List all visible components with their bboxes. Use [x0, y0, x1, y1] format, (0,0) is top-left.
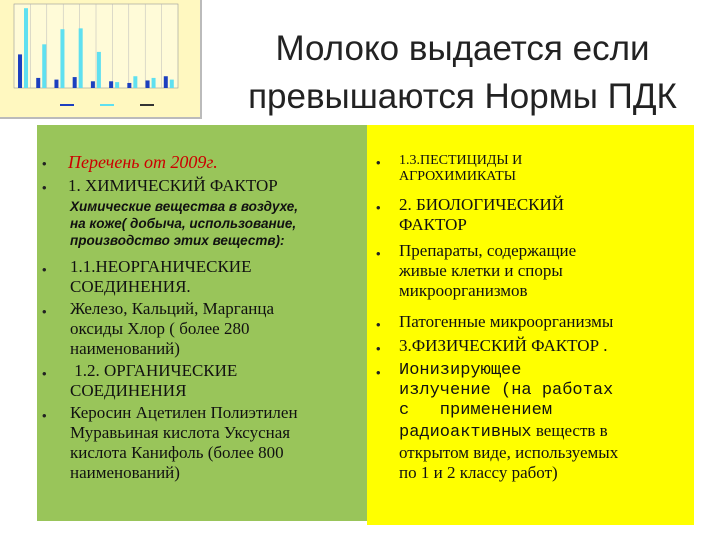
legend-swatch	[140, 104, 154, 106]
list-item-line: Патогенные микроорганизмы	[399, 312, 614, 331]
chart-bar	[115, 82, 119, 88]
list-item-line: оксиды Хлор ( более 280	[70, 319, 250, 338]
list-item	[70, 257, 251, 297]
list-item-line: Ионизирующее	[399, 361, 522, 380]
list-item-line: АГРОХИМИКАТЫ	[399, 169, 516, 184]
bullet: •	[42, 262, 47, 277]
list-item-line: Химические вещества в воздухе,	[70, 199, 299, 214]
list-item-line: 1.1.НЕОРГАНИЧЕСКИЕ	[70, 257, 252, 276]
chart-bar	[152, 78, 156, 88]
list-item-line: живые клетки и споры	[399, 261, 563, 280]
list-item-line: СОЕДИНЕНИЯ.	[70, 277, 191, 296]
bullet: •	[376, 200, 381, 215]
bullet: •	[42, 408, 47, 423]
list-item-line: излучение (на работах	[399, 381, 614, 400]
bullet: •	[42, 366, 47, 381]
list-item-line: 3.ФИЗИЧЕСКИЙ ФАКТОР .	[399, 336, 608, 355]
chart-bar	[164, 76, 168, 88]
chart-bar	[18, 54, 22, 88]
list-item-line: с применением	[399, 401, 553, 420]
list-item-line: 1.3.ПЕСТИЦИДЫ И	[399, 153, 523, 168]
bullet: •	[42, 156, 47, 171]
bullet: •	[42, 180, 47, 195]
list-item-line: Керосин Ацетилен Полиэтилен	[70, 403, 298, 422]
list-item-line: наименований)	[70, 339, 180, 358]
chart-bar	[36, 78, 40, 88]
chart-bar	[146, 80, 150, 88]
bullet: •	[376, 365, 381, 380]
list-item	[70, 361, 237, 401]
chart-bar	[42, 44, 46, 88]
chart-bar	[79, 28, 83, 88]
bullet: •	[376, 341, 381, 356]
list-item-line: кислота Канифоль (более 800	[70, 443, 284, 462]
list-item	[68, 176, 278, 196]
list-item-line: СОЕДИНЕНИЯ	[70, 381, 187, 400]
list-item	[399, 241, 576, 301]
list-item	[399, 336, 608, 356]
list-item-line: 1. ХИМИЧЕСКИЙ ФАКТОР	[68, 176, 278, 195]
bullet: •	[376, 246, 381, 261]
chart-bar	[170, 80, 174, 88]
list-item	[399, 312, 613, 332]
slide-title-line-1: Молоко выдается если	[275, 29, 650, 68]
chart-bar	[133, 76, 137, 88]
list-item	[399, 195, 564, 235]
slide-title-line-2: превышаются Нормы ПДК	[248, 77, 677, 116]
chart-thumbnail	[0, 0, 202, 119]
list-item-line: Муравьиная кислота Уксусная	[70, 423, 291, 442]
list-item-line: Перечень от 2009г.	[68, 152, 218, 172]
list-heading	[68, 152, 218, 172]
list-item-line: на коже( добыча, использование,	[70, 216, 297, 231]
bullet: •	[42, 304, 47, 319]
list-item-line	[399, 421, 618, 443]
chart-bar	[109, 81, 113, 88]
bullet: •	[376, 317, 381, 332]
chart-bar	[60, 29, 64, 88]
chart-bar	[91, 81, 95, 88]
list-item-line: по 1 и 2 классу работ)	[399, 463, 558, 482]
list-item	[399, 153, 522, 185]
list-item-line: Препараты, содержащие	[399, 241, 577, 260]
list-item-line: микроорганизмов	[399, 281, 528, 300]
list-item-text: веществ в	[531, 421, 608, 440]
legend-swatch	[100, 104, 114, 106]
list-item-line: открытом виде, используемых	[399, 443, 619, 462]
chart-bar	[127, 83, 131, 88]
chart-bar	[24, 8, 28, 88]
list-item-text: радиоактивных	[399, 423, 532, 442]
chart-bar	[97, 52, 101, 88]
list-item-line: 2. БИОЛОГИЧЕСКИЙ	[399, 195, 565, 214]
list-item	[399, 361, 618, 483]
bar-chart	[0, 0, 200, 117]
chart-bar	[73, 77, 77, 88]
list-item-line: Железо, Кальций, Марганца	[70, 299, 275, 318]
list-item-line: ФАКТОР	[399, 215, 467, 234]
list-item	[70, 299, 274, 359]
legend-swatch	[60, 104, 74, 106]
list-item-line: наименований)	[70, 463, 180, 482]
list-item-line: 1.2. ОРГАНИЧЕСКИЕ	[70, 361, 238, 380]
bullet: •	[376, 155, 381, 170]
list-item	[70, 403, 298, 483]
list-item-line: производство этих веществ):	[70, 233, 285, 248]
chart-bar	[54, 80, 58, 88]
sub-note	[70, 198, 298, 249]
